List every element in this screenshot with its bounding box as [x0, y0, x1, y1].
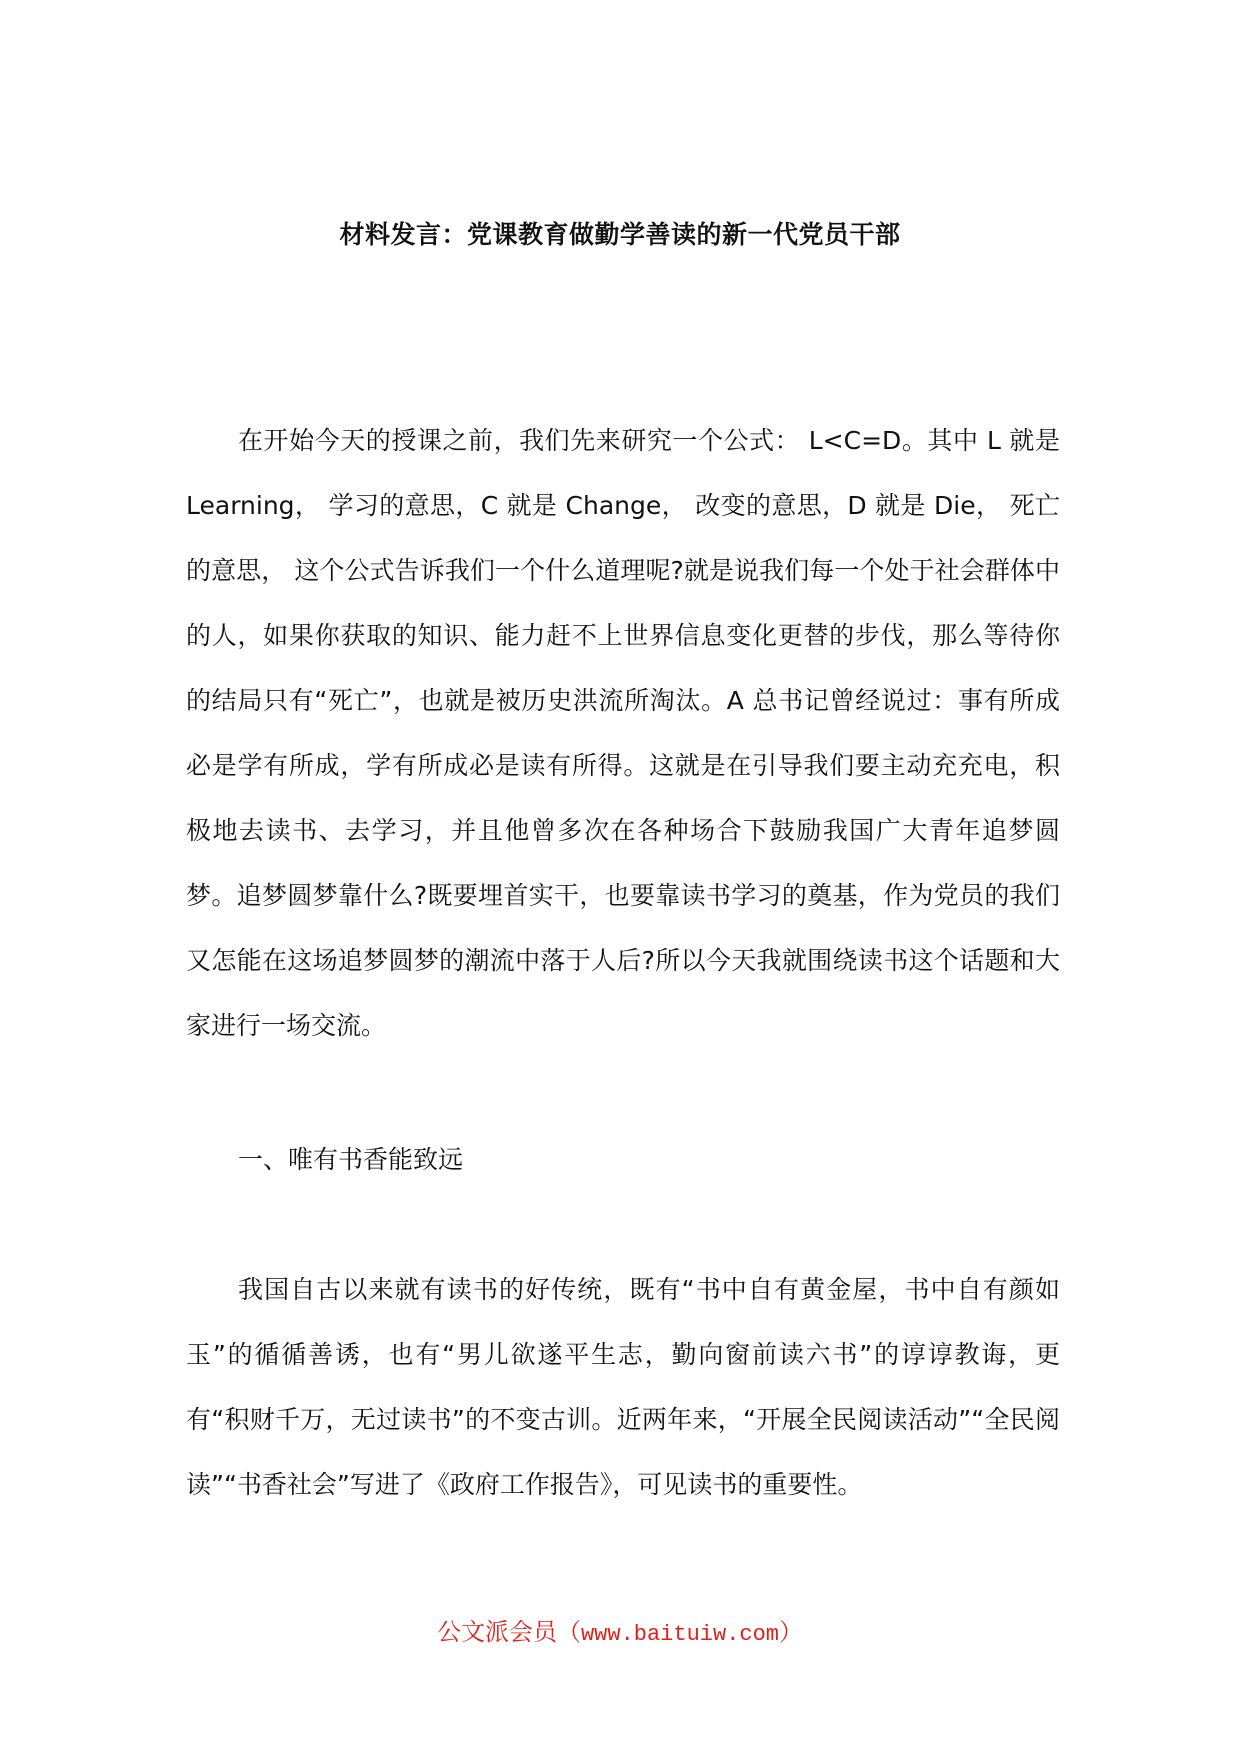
footer-open-paren: （ — [556, 1618, 581, 1646]
paragraph-reading-tradition: 我国自古以来就有读书的好传统，既有“书中自有黄金屋，书中自有颜如玉”的循循善诱，也有“男儿欲遂平生志，勤向窗前读六书”的谆谆教诲，更有“积财千万，无过读书”的不变古训。近两年来，“开展全民阅读活动”“全民阅读”“书香社会”写进了《政府工作报告》，可见读书的重要性。 — [186, 1275, 1060, 1499]
footer-url: www.baituiw.com — [580, 1622, 780, 1647]
footer-watermark — [0, 1612, 1240, 1647]
paragraph-intro: 在开始今天的授课之前，我们先来研究一个公式： L<C=D。其中 L 就是 Learning， 学习的意思，C 就是 Change， 改变的意思，D 就是 Die， 死亡的意思， 这个公式告诉我们一个什么道理呢?就是说我们每一个处于社会群体中的人，如果你获取的知识、能力赶不上世界信息变化更替的步伐，那么等待你的结局只有“死亡”，也就是被历史洪流所淘汰。A 总书记曾经说过：事有所成必是学有所成，学有所成必是读有所得。这就是在引导我们要主动充充电，积极地去读书、去学习，并且他曾多次在各种场合下鼓励我国广大青年追梦圆梦。追梦圆梦靠什么?既要埋首实干，也要靠读书学习的奠基，作为党员的我们又怎能在这场追梦圆梦的潮流中落于人后?所以今天我就围绕读书这个话题和大家进行一场交流。 — [186, 426, 1060, 1040]
footer-label: 公文派会员 — [436, 1618, 557, 1646]
section-heading: 一、唯有书香能致远 — [238, 1145, 464, 1174]
footer-close-paren: ） — [779, 1618, 804, 1646]
document-title: 材料发言：党课教育做勤学善读的新一代党员干部 — [339, 220, 901, 249]
